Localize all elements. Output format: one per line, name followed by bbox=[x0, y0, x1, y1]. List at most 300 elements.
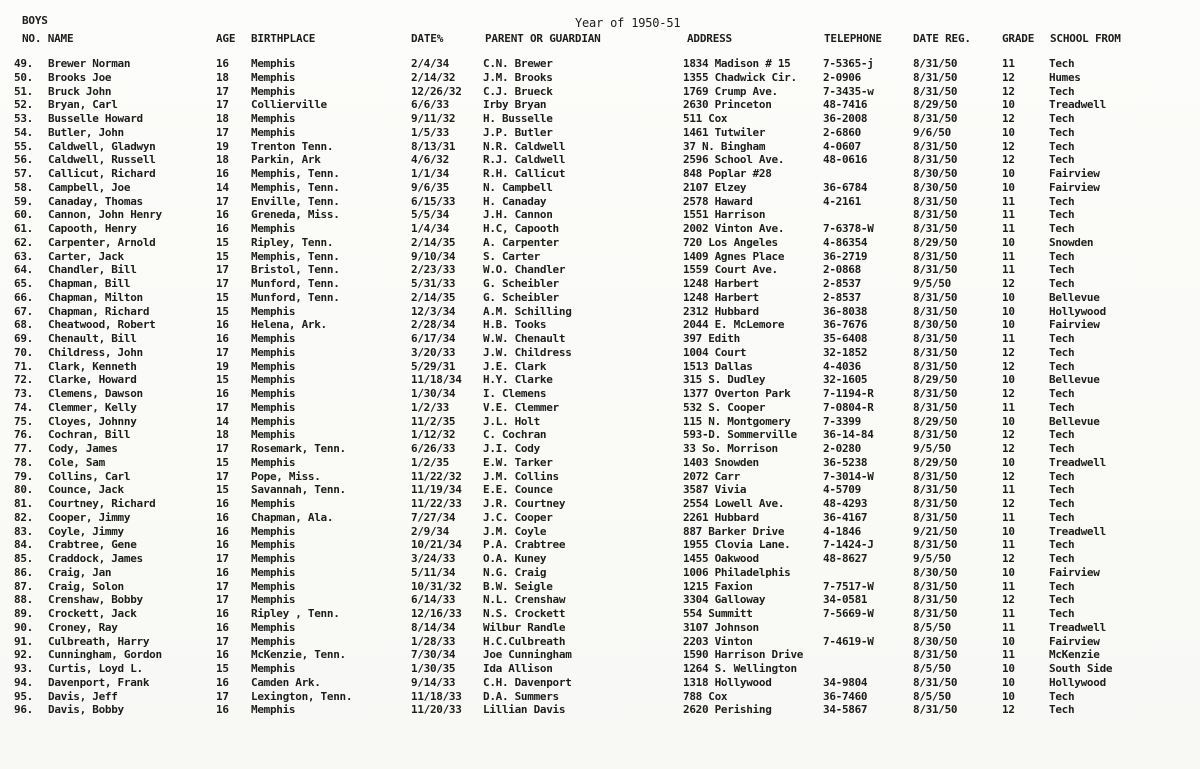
parent-name: H.C, Capooth bbox=[483, 222, 559, 235]
birth-date: 1/2/33 bbox=[411, 400, 449, 414]
registration-date: 8/31/50 bbox=[913, 648, 958, 662]
grade-value: 10 bbox=[1002, 304, 1015, 318]
student-birthplace: Memphis bbox=[251, 414, 296, 428]
birth-date: 5/11/34 bbox=[411, 565, 456, 579]
table-row bbox=[0, 401, 1200, 414]
student-birthplace: McKenzie, Tenn. bbox=[251, 648, 346, 662]
grade-value: 10 bbox=[1002, 662, 1015, 675]
row-number: 87. bbox=[14, 579, 33, 593]
school-from: Tech bbox=[1049, 579, 1075, 593]
school-from: Tech bbox=[1049, 400, 1075, 414]
table-row bbox=[0, 456, 1200, 469]
student-address: 2312 Hubbard bbox=[683, 304, 759, 318]
student-age: 16 bbox=[216, 703, 229, 717]
table-row bbox=[0, 360, 1200, 373]
table-row bbox=[0, 332, 1200, 345]
student-name: Coyle, Jimmy bbox=[48, 524, 124, 538]
parent-name: R.J. Caldwell bbox=[483, 153, 566, 167]
registration-date: 8/29/50 bbox=[913, 235, 958, 249]
student-address: 2002 Vinton Ave. bbox=[683, 222, 785, 235]
row-number: 89. bbox=[14, 607, 33, 620]
student-name: Crockett, Jack bbox=[48, 607, 137, 620]
table-row bbox=[0, 373, 1200, 386]
table-row bbox=[0, 387, 1200, 400]
table-row bbox=[0, 483, 1200, 496]
student-age: 17 bbox=[216, 689, 229, 703]
table-row bbox=[0, 167, 1200, 180]
student-age: 16 bbox=[216, 332, 229, 345]
student-name: Bryan, Carl bbox=[48, 98, 118, 112]
student-name: Capooth, Henry bbox=[48, 222, 137, 235]
row-number: 57. bbox=[14, 167, 33, 180]
birth-date: 1/28/33 bbox=[411, 634, 456, 648]
parent-name: V.E. Clemmer bbox=[483, 400, 559, 414]
parent-name: C. Cochran bbox=[483, 428, 547, 442]
parent-name: C.J. Brueck bbox=[483, 84, 553, 98]
table-row bbox=[0, 236, 1200, 249]
registration-date: 8/30/50 bbox=[913, 634, 958, 648]
grade-value: 12 bbox=[1002, 552, 1015, 565]
school-from: Tech bbox=[1049, 497, 1075, 510]
birth-date: 11/20/33 bbox=[411, 703, 462, 717]
registration-date: 8/31/50 bbox=[913, 483, 958, 497]
student-age: 18 bbox=[216, 112, 229, 125]
parent-name: J.E. Clark bbox=[483, 359, 547, 373]
student-birthplace: Memphis bbox=[251, 552, 296, 565]
registration-date: 8/31/50 bbox=[913, 112, 958, 125]
telephone-number: 34-5867 bbox=[823, 703, 868, 717]
student-birthplace: Memphis bbox=[251, 538, 296, 552]
student-name: Busselle Howard bbox=[48, 112, 143, 125]
grade-value: 12 bbox=[1002, 70, 1015, 84]
birth-date: 6/6/33 bbox=[411, 98, 449, 112]
row-number: 76. bbox=[14, 428, 33, 442]
school-from: Hollywood bbox=[1049, 675, 1106, 689]
telephone-number: 7-4619-W bbox=[823, 634, 874, 648]
school-from: Fairview bbox=[1049, 167, 1100, 180]
school-from: Tech bbox=[1049, 593, 1075, 607]
birth-date: 6/26/33 bbox=[411, 442, 456, 455]
telephone-number: 4-5709 bbox=[823, 483, 861, 497]
grade-value: 12 bbox=[1002, 593, 1015, 607]
school-from: Tech bbox=[1049, 112, 1075, 125]
student-name: Davenport, Frank bbox=[48, 675, 150, 689]
row-number: 79. bbox=[14, 469, 33, 483]
registration-date: 8/5/50 bbox=[913, 662, 951, 675]
grade-value: 11 bbox=[1002, 400, 1015, 414]
table-row bbox=[0, 112, 1200, 125]
student-birthplace: Collierville bbox=[251, 98, 327, 112]
student-address: 115 N. Montgomery bbox=[683, 414, 791, 428]
student-address: 720 Los Angeles bbox=[683, 235, 778, 249]
parent-name: R.H. Callicut bbox=[483, 167, 566, 180]
student-age: 17 bbox=[216, 469, 229, 483]
school-from: Tech bbox=[1049, 538, 1075, 552]
school-from: Tech bbox=[1049, 263, 1075, 277]
table-row bbox=[0, 181, 1200, 194]
student-age: 16 bbox=[216, 318, 229, 332]
school-from: Tech bbox=[1049, 607, 1075, 620]
student-birthplace: Memphis bbox=[251, 345, 296, 359]
student-address: 1455 Oakwood bbox=[683, 552, 759, 565]
table-row bbox=[0, 690, 1200, 703]
registration-date: 8/31/50 bbox=[913, 263, 958, 277]
student-age: 14 bbox=[216, 180, 229, 194]
header-birthplace: BIRTHPLACE bbox=[251, 32, 316, 45]
parent-name: N.S. Crockett bbox=[483, 607, 566, 620]
telephone-number: 32-1605 bbox=[823, 373, 868, 387]
registration-date: 8/31/50 bbox=[913, 703, 958, 717]
parent-name: H.Y. Clarke bbox=[483, 373, 553, 387]
table-row bbox=[0, 662, 1200, 675]
grade-value: 10 bbox=[1002, 524, 1015, 538]
student-address: 1403 Snowden bbox=[683, 455, 759, 469]
row-number: 65. bbox=[14, 277, 33, 290]
student-address: 1551 Harrison bbox=[683, 208, 766, 222]
row-number: 64. bbox=[14, 263, 33, 277]
birth-date: 9/6/35 bbox=[411, 180, 449, 194]
grade-value: 12 bbox=[1002, 84, 1015, 98]
student-name: Cochran, Bill bbox=[48, 428, 131, 442]
birth-date: 7/30/34 bbox=[411, 648, 456, 662]
student-age: 17 bbox=[216, 194, 229, 208]
grade-value: 11 bbox=[1002, 538, 1015, 552]
parent-name: H. Canaday bbox=[483, 194, 547, 208]
grade-value: 11 bbox=[1002, 194, 1015, 208]
row-number: 63. bbox=[14, 249, 33, 263]
table-row bbox=[0, 291, 1200, 304]
student-age: 17 bbox=[216, 442, 229, 455]
registration-date: 8/31/50 bbox=[913, 579, 958, 593]
row-number: 75. bbox=[14, 414, 33, 428]
telephone-number: 4-86354 bbox=[823, 235, 868, 249]
row-number: 83. bbox=[14, 524, 33, 538]
birth-date: 3/20/33 bbox=[411, 345, 456, 359]
student-age: 15 bbox=[216, 455, 229, 469]
student-age: 19 bbox=[216, 359, 229, 373]
student-birthplace: Parkin, Ark bbox=[251, 153, 321, 167]
student-name: Craddock, James bbox=[48, 552, 143, 565]
student-address: 788 Cox bbox=[683, 689, 728, 703]
birth-date: 6/14/33 bbox=[411, 593, 456, 607]
student-birthplace: Helena, Ark. bbox=[251, 318, 327, 332]
registration-date: 8/31/50 bbox=[913, 593, 958, 607]
school-from: Tech bbox=[1049, 510, 1075, 524]
birth-date: 4/6/32 bbox=[411, 153, 449, 167]
telephone-number: 7-1194-R bbox=[823, 387, 874, 400]
school-from: Bellevue bbox=[1049, 414, 1100, 428]
birth-date: 2/23/33 bbox=[411, 263, 456, 277]
school-from: Snowden bbox=[1049, 235, 1094, 249]
telephone-number: 7-5669-W bbox=[823, 607, 874, 620]
student-birthplace: Memphis bbox=[251, 373, 296, 387]
table-row bbox=[0, 140, 1200, 153]
student-name: Davis, Bobby bbox=[48, 703, 124, 717]
birth-date: 11/18/34 bbox=[411, 373, 462, 387]
student-address: 1559 Court Ave. bbox=[683, 263, 778, 277]
student-birthplace: Memphis bbox=[251, 662, 296, 675]
parent-name: J.M. Collins bbox=[483, 469, 559, 483]
student-age: 16 bbox=[216, 524, 229, 538]
student-birthplace: Ripley , Tenn. bbox=[251, 607, 340, 620]
grade-value: 12 bbox=[1002, 469, 1015, 483]
registration-date: 8/31/50 bbox=[913, 345, 958, 359]
student-name: Callicut, Richard bbox=[48, 167, 156, 180]
telephone-number: 7-3435-w bbox=[823, 84, 874, 98]
row-number: 71. bbox=[14, 359, 33, 373]
student-birthplace: Enville, Tenn. bbox=[251, 194, 340, 208]
registration-date: 8/31/50 bbox=[913, 469, 958, 483]
telephone-number: 36-2008 bbox=[823, 112, 868, 125]
student-birthplace: Memphis bbox=[251, 634, 296, 648]
grade-value: 10 bbox=[1002, 235, 1015, 249]
parent-name: J.R. Courtney bbox=[483, 497, 566, 510]
row-number: 66. bbox=[14, 290, 33, 304]
telephone-number: 4-4036 bbox=[823, 359, 861, 373]
registration-date: 9/21/50 bbox=[913, 524, 958, 538]
student-name: Clemens, Dawson bbox=[48, 387, 143, 400]
school-from: Tech bbox=[1049, 125, 1075, 139]
student-address: 511 Cox bbox=[683, 112, 728, 125]
student-name: Cole, Sam bbox=[48, 455, 105, 469]
registration-date: 8/31/50 bbox=[913, 57, 958, 70]
table-row bbox=[0, 442, 1200, 455]
student-address: 2261 Hubbard bbox=[683, 510, 759, 524]
student-age: 14 bbox=[216, 414, 229, 428]
student-name: Clemmer, Kelly bbox=[48, 400, 137, 414]
student-name: Craig, Jan bbox=[48, 565, 112, 579]
student-birthplace: Memphis bbox=[251, 304, 296, 318]
birth-date: 2/14/35 bbox=[411, 235, 456, 249]
birth-date: 12/26/32 bbox=[411, 84, 462, 98]
student-age: 16 bbox=[216, 497, 229, 510]
student-address: 3587 Vivia bbox=[683, 483, 747, 497]
telephone-number: 2-6860 bbox=[823, 125, 861, 139]
table-row bbox=[0, 85, 1200, 98]
student-age: 16 bbox=[216, 57, 229, 70]
parent-name: E.E. Counce bbox=[483, 483, 553, 497]
student-birthplace: Greneda, Miss. bbox=[251, 208, 340, 222]
school-from: Tech bbox=[1049, 703, 1075, 717]
registration-date: 8/31/50 bbox=[913, 400, 958, 414]
registration-date: 8/31/50 bbox=[913, 139, 958, 153]
grade-value: 12 bbox=[1002, 387, 1015, 400]
school-from: Tech bbox=[1049, 345, 1075, 359]
table-row bbox=[0, 566, 1200, 579]
school-from: Treadwell bbox=[1049, 524, 1106, 538]
row-number: 82. bbox=[14, 510, 33, 524]
grade-value: 12 bbox=[1002, 277, 1015, 290]
school-from: Tech bbox=[1049, 194, 1075, 208]
birth-date: 9/14/33 bbox=[411, 675, 456, 689]
registration-date: 8/31/50 bbox=[913, 387, 958, 400]
telephone-number: 7-0804-R bbox=[823, 400, 874, 414]
table-row bbox=[0, 525, 1200, 538]
grade-value: 11 bbox=[1002, 332, 1015, 345]
birth-date: 7/27/34 bbox=[411, 510, 456, 524]
student-age: 15 bbox=[216, 249, 229, 263]
student-age: 17 bbox=[216, 579, 229, 593]
grade-value: 12 bbox=[1002, 359, 1015, 373]
student-birthplace: Memphis bbox=[251, 70, 296, 84]
registration-date: 8/30/50 bbox=[913, 180, 958, 194]
row-number: 61. bbox=[14, 222, 33, 235]
telephone-number: 36-2719 bbox=[823, 249, 868, 263]
registration-date: 8/31/50 bbox=[913, 194, 958, 208]
birth-date: 2/28/34 bbox=[411, 318, 456, 332]
grade-value: 10 bbox=[1002, 675, 1015, 689]
school-from: Fairview bbox=[1049, 180, 1100, 194]
student-name: Chenault, Bill bbox=[48, 332, 137, 345]
parent-name: N.R. Caldwell bbox=[483, 139, 566, 153]
student-address: 1006 Philadelphis bbox=[683, 565, 791, 579]
birth-date: 9/10/34 bbox=[411, 249, 456, 263]
student-birthplace: Memphis bbox=[251, 524, 296, 538]
registration-date: 8/31/50 bbox=[913, 290, 958, 304]
table-row bbox=[0, 305, 1200, 318]
parent-name: D.A. Summers bbox=[483, 689, 559, 703]
student-age: 17 bbox=[216, 634, 229, 648]
student-age: 15 bbox=[216, 662, 229, 675]
student-age: 16 bbox=[216, 565, 229, 579]
birth-date: 1/5/33 bbox=[411, 125, 449, 139]
table-row bbox=[0, 318, 1200, 331]
birth-date: 8/14/34 bbox=[411, 620, 456, 634]
student-name: Caldwell, Gladwyn bbox=[48, 139, 156, 153]
school-from: Tech bbox=[1049, 153, 1075, 167]
telephone-number: 7-1424-J bbox=[823, 538, 874, 552]
grade-value: 11 bbox=[1002, 208, 1015, 222]
grade-value: 10 bbox=[1002, 455, 1015, 469]
registration-date: 8/31/50 bbox=[913, 304, 958, 318]
school-from: Treadwell bbox=[1049, 98, 1106, 112]
student-birthplace: Memphis bbox=[251, 57, 296, 70]
section-label: BOYS bbox=[22, 14, 48, 27]
school-from: Tech bbox=[1049, 277, 1075, 290]
table-row bbox=[0, 470, 1200, 483]
header-no-name: NO. NAME bbox=[22, 32, 74, 45]
row-number: 49. bbox=[14, 57, 33, 70]
student-name: Brooks Joe bbox=[48, 70, 112, 84]
birth-date: 1/12/32 bbox=[411, 428, 456, 442]
row-number: 80. bbox=[14, 483, 33, 497]
student-address: 848 Poplar #28 bbox=[683, 167, 772, 180]
student-address: 1248 Harbert bbox=[683, 277, 759, 290]
row-number: 72. bbox=[14, 373, 33, 387]
parent-name: S. Carter bbox=[483, 249, 540, 263]
birth-date: 1/2/35 bbox=[411, 455, 449, 469]
grade-value: 12 bbox=[1002, 703, 1015, 717]
student-name: Canaday, Thomas bbox=[48, 194, 143, 208]
student-birthplace: Chapman, Ala. bbox=[251, 510, 334, 524]
student-name: Campbell, Joe bbox=[48, 180, 131, 194]
telephone-number: 34-9804 bbox=[823, 675, 868, 689]
grade-value: 10 bbox=[1002, 180, 1015, 194]
grade-value: 10 bbox=[1002, 373, 1015, 387]
telephone-number: 4-2161 bbox=[823, 194, 861, 208]
telephone-number: 2-8537 bbox=[823, 290, 861, 304]
table-row bbox=[0, 415, 1200, 428]
student-birthplace: Camden Ark. bbox=[251, 675, 321, 689]
header-date-reg: DATE REG. bbox=[913, 32, 971, 45]
telephone-number: 2-0906 bbox=[823, 70, 861, 84]
registration-date: 8/31/50 bbox=[913, 497, 958, 510]
grade-value: 11 bbox=[1002, 483, 1015, 497]
registration-date: 9/5/50 bbox=[913, 552, 951, 565]
student-address: 1318 Hollywood bbox=[683, 675, 772, 689]
parent-name: O.A. Kuney bbox=[483, 552, 547, 565]
parent-name: P.A. Crabtree bbox=[483, 538, 566, 552]
grade-value: 11 bbox=[1002, 222, 1015, 235]
birth-date: 11/22/32 bbox=[411, 469, 462, 483]
telephone-number: 36-7460 bbox=[823, 689, 868, 703]
registration-date: 8/29/50 bbox=[913, 414, 958, 428]
student-birthplace: Memphis bbox=[251, 455, 296, 469]
student-age: 18 bbox=[216, 70, 229, 84]
student-birthplace: Ripley, Tenn. bbox=[251, 235, 334, 249]
row-number: 94. bbox=[14, 675, 33, 689]
row-number: 95. bbox=[14, 689, 33, 703]
telephone-number: 2-8537 bbox=[823, 277, 861, 290]
telephone-number: 36-4167 bbox=[823, 510, 868, 524]
table-row bbox=[0, 428, 1200, 441]
parent-name: Ida Allison bbox=[483, 662, 553, 675]
student-age: 18 bbox=[216, 428, 229, 442]
school-from: Fairview bbox=[1049, 634, 1100, 648]
grade-value: 11 bbox=[1002, 648, 1015, 662]
parent-name: Irby Bryan bbox=[483, 98, 547, 112]
parent-name: H. Busselle bbox=[483, 112, 553, 125]
parent-name: Joe Cunningham bbox=[483, 648, 572, 662]
table-row bbox=[0, 208, 1200, 221]
year-title: Year of 1950-51 bbox=[575, 16, 681, 30]
row-number: 52. bbox=[14, 98, 33, 112]
registration-date: 8/31/50 bbox=[913, 153, 958, 167]
student-age: 16 bbox=[216, 222, 229, 235]
school-from: Tech bbox=[1049, 483, 1075, 497]
birth-date: 5/31/33 bbox=[411, 277, 456, 290]
student-age: 17 bbox=[216, 552, 229, 565]
student-name: Crabtree, Gene bbox=[48, 538, 137, 552]
telephone-number: 7-3014-W bbox=[823, 469, 874, 483]
student-age: 16 bbox=[216, 167, 229, 180]
student-name: Croney, Ray bbox=[48, 620, 118, 634]
grade-value: 11 bbox=[1002, 579, 1015, 593]
registration-date: 9/5/50 bbox=[913, 277, 951, 290]
student-name: Curtis, Loyd L. bbox=[48, 662, 143, 675]
table-row bbox=[0, 552, 1200, 565]
telephone-number: 4-0607 bbox=[823, 139, 861, 153]
student-age: 16 bbox=[216, 538, 229, 552]
student-address: 2554 Lowell Ave. bbox=[683, 497, 785, 510]
registration-date: 8/30/50 bbox=[913, 318, 958, 332]
school-from: Bellevue bbox=[1049, 373, 1100, 387]
table-row bbox=[0, 250, 1200, 263]
grade-value: 11 bbox=[1002, 263, 1015, 277]
telephone-number: 32-1852 bbox=[823, 345, 868, 359]
table-row bbox=[0, 57, 1200, 70]
student-address: 1461 Tutwiler bbox=[683, 125, 766, 139]
student-birthplace: Memphis bbox=[251, 332, 296, 345]
student-birthplace: Memphis bbox=[251, 222, 296, 235]
table-row bbox=[0, 580, 1200, 593]
school-from: Tech bbox=[1049, 84, 1075, 98]
registration-date: 8/31/50 bbox=[913, 510, 958, 524]
student-address: 1409 Agnes Place bbox=[683, 249, 785, 263]
row-number: 58. bbox=[14, 180, 33, 194]
grade-value: 12 bbox=[1002, 345, 1015, 359]
student-name: Chandler, Bill bbox=[48, 263, 137, 277]
